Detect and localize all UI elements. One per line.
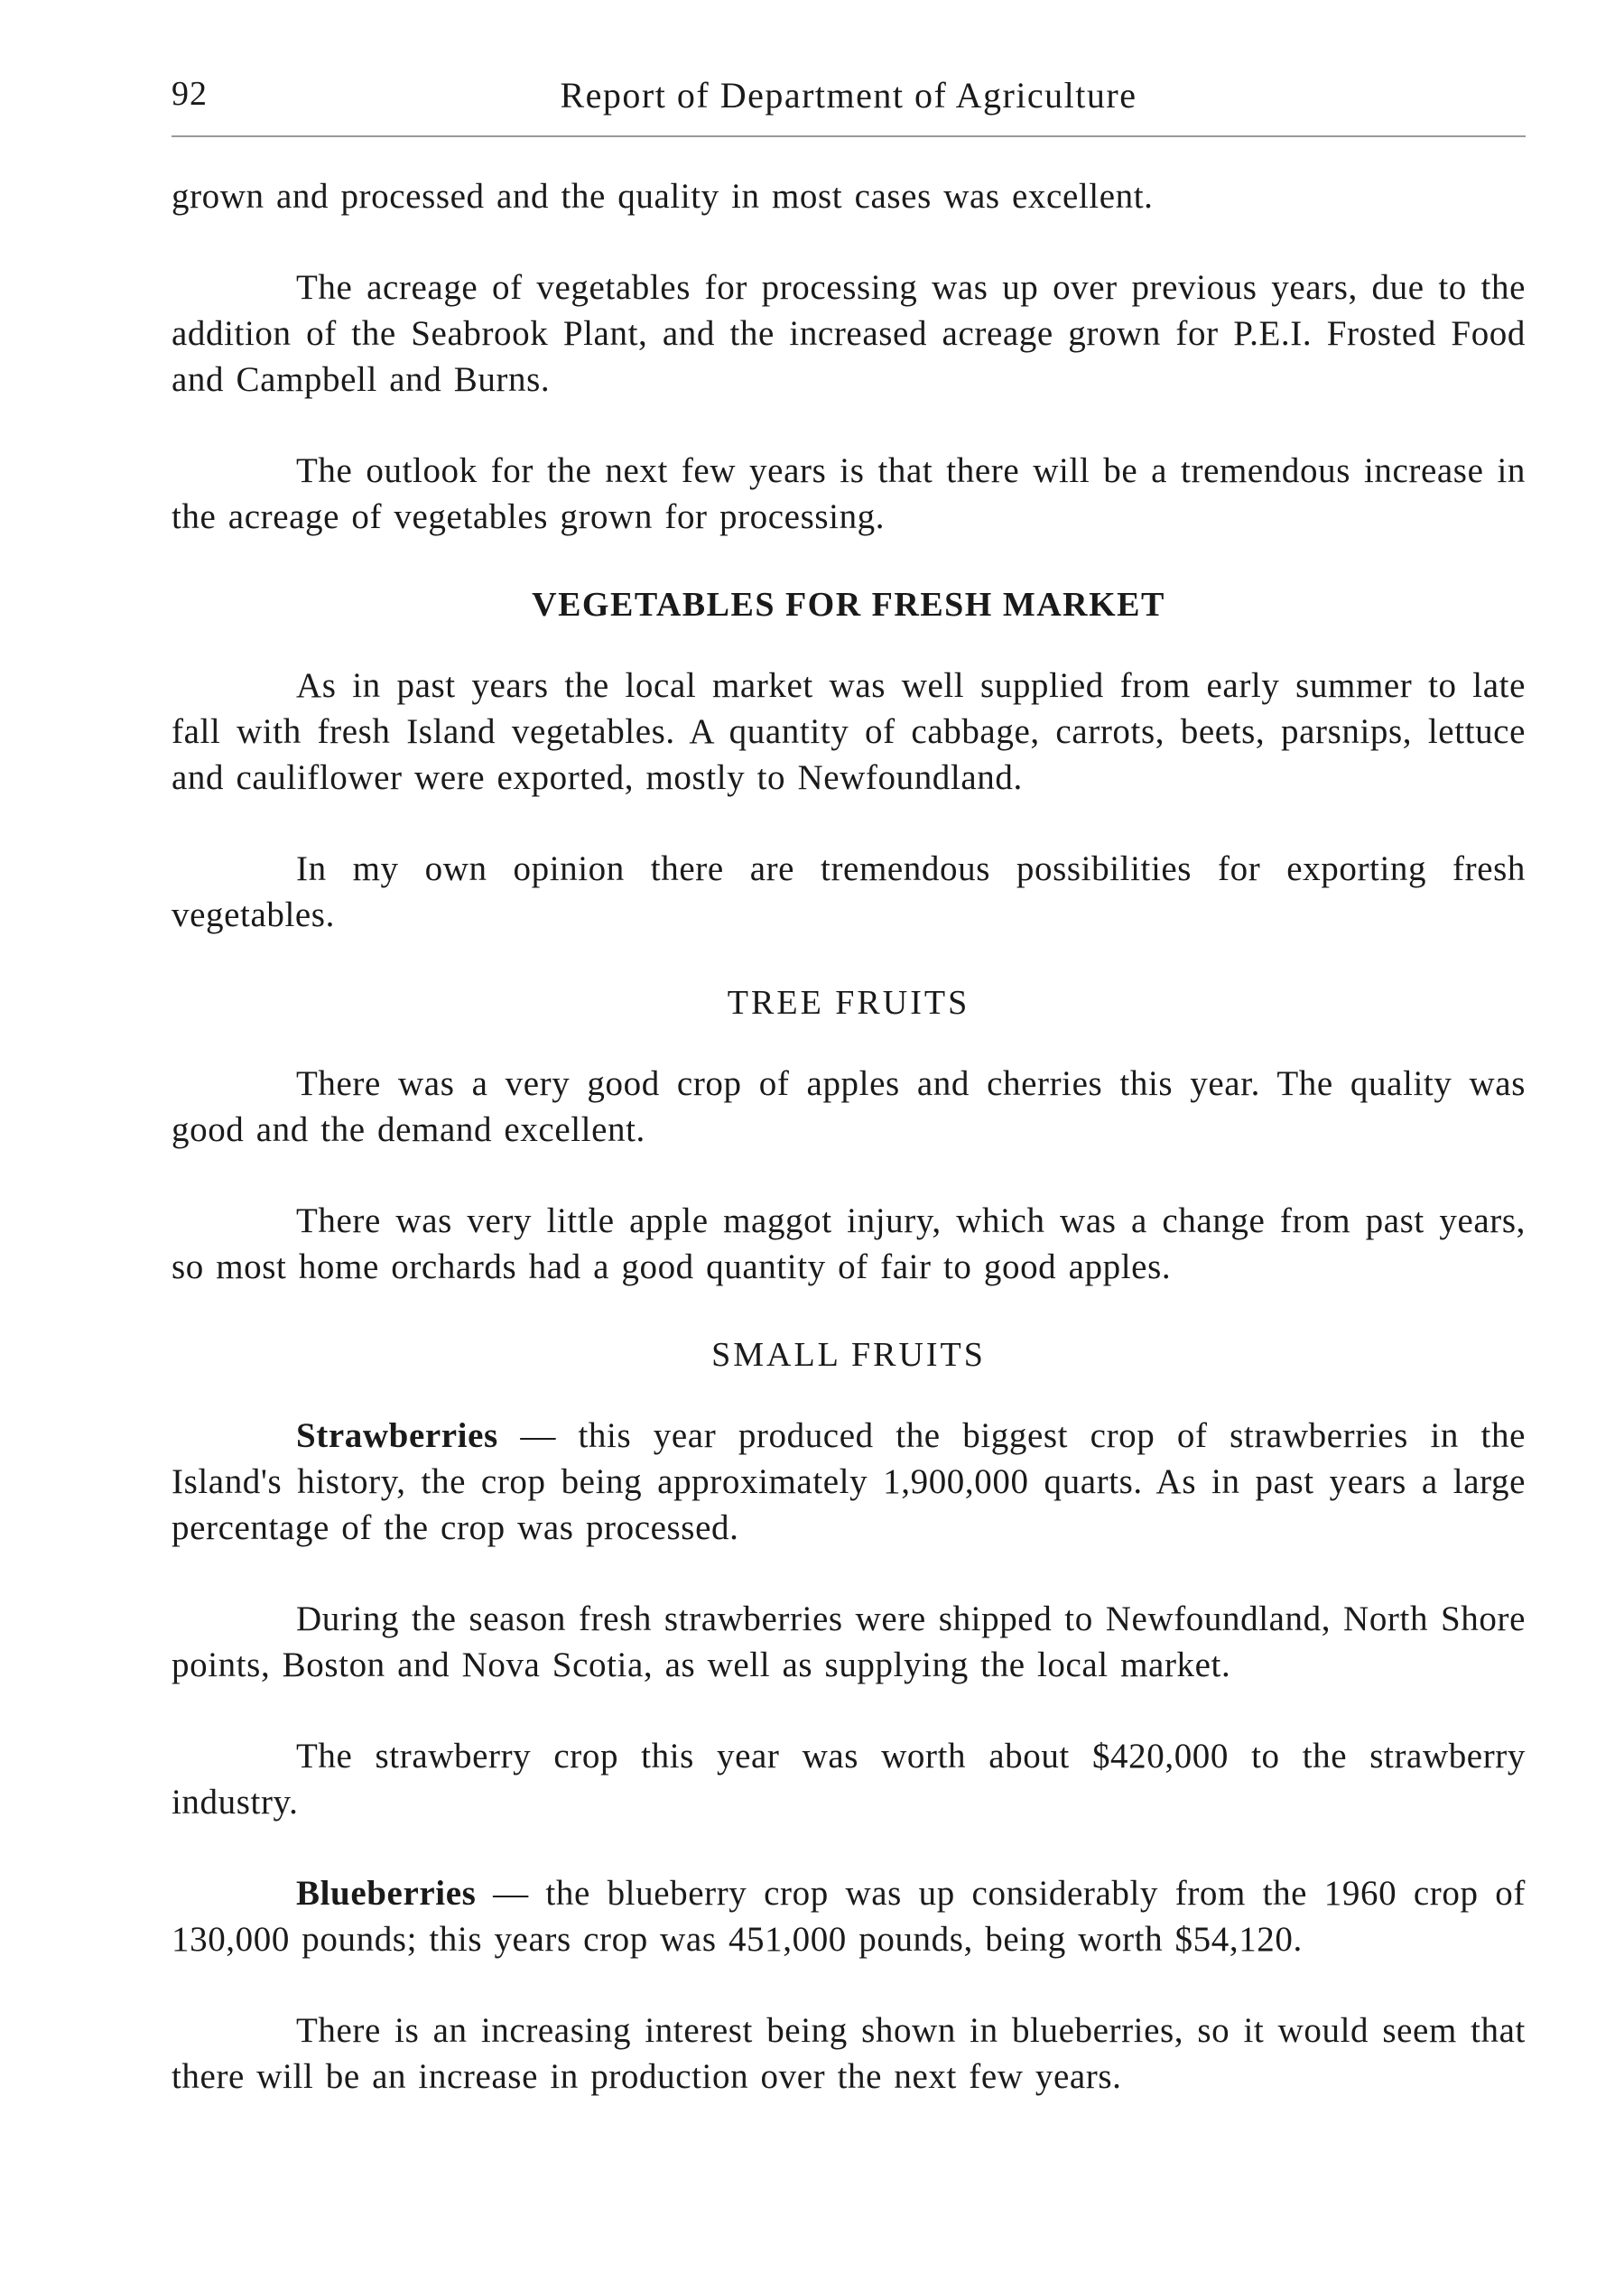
page-header [172, 63, 1526, 137]
heading-tree-fruits: TREE FRUITS [727, 984, 970, 1022]
heading-small-fruits: SMALL FRUITS [711, 1336, 986, 1374]
paragraph-blueberry-interest: There is an increasing interest being shown in blueberries, so it would seem that there will be an increase in production over the next few years. [172, 2011, 1526, 2096]
paragraph-strawberries [172, 1413, 1526, 1551]
running-title: Report of Department of Agriculture [560, 75, 1137, 116]
blueberries-term: Blueberries [296, 1874, 477, 1913]
blueberries-text: — the blueberry crop was up considerably from the 1960 crop of 130,000 pounds; this years crop was 451,000 pounds, being worth $54,120. [172, 1874, 1526, 1959]
paragraph-apples: There was a very good crop of apples and cherries this year. The quality was good and the demand excellent. [172, 1064, 1526, 1149]
paragraph-processing-acreage: The acreage of vegetables for processing was up over previous years, due to the addition of the Seabrook Plant, and the increased acreage grown for P.E.I. Frosted Food and Campbell and Burns. [172, 268, 1526, 399]
paragraph-opinion: In my own opinion there are tremendous possibilities for exporting fresh vegetables. [172, 849, 1526, 934]
paragraph-blueberries [172, 1870, 1526, 1962]
page-number: 92 [172, 75, 208, 113]
paragraph-continuation: grown and processed and the quality in most cases was excellent. [172, 177, 1154, 216]
paragraph-strawberry-shipping: During the season fresh strawberries were shipped to Newfoundland, North Shore points, Boston and Nova Scotia, as well as supplying the local market. [172, 1599, 1526, 1684]
body-text [172, 173, 1526, 2100]
paragraph-outlook: The outlook for the next few years is that there will be a tremendous increase in the acreage of vegetables grown for processing. [172, 451, 1526, 536]
heading-vegetables-fresh-market: VEGETABLES FOR FRESH MARKET [532, 586, 1165, 624]
paragraph-apple-maggot: There was very little apple maggot injury, which was a change from past years, so most home orchards had a good quantity of fair to good apples. [172, 1201, 1526, 1286]
strawberries-term: Strawberries [296, 1416, 498, 1455]
document-page [172, 63, 1526, 2145]
strawberries-text: — this year produced the biggest crop of strawberries in the Island's history, the crop being approximately 1,900,000 quarts. As in past years a large percentage of the crop was processed. [172, 1416, 1526, 1547]
paragraph-fresh-market: As in past years the local market was well supplied from early summer to late fall with fresh Island vegetables. A quantity of cabbage, carrots, beets, parsnips, lettuce and cauliflower were exported, mostly to Newfoundland. [172, 666, 1526, 797]
paragraph-strawberry-value: The strawberry crop this year was worth about $420,000 to the strawberry industry. [172, 1737, 1526, 1822]
